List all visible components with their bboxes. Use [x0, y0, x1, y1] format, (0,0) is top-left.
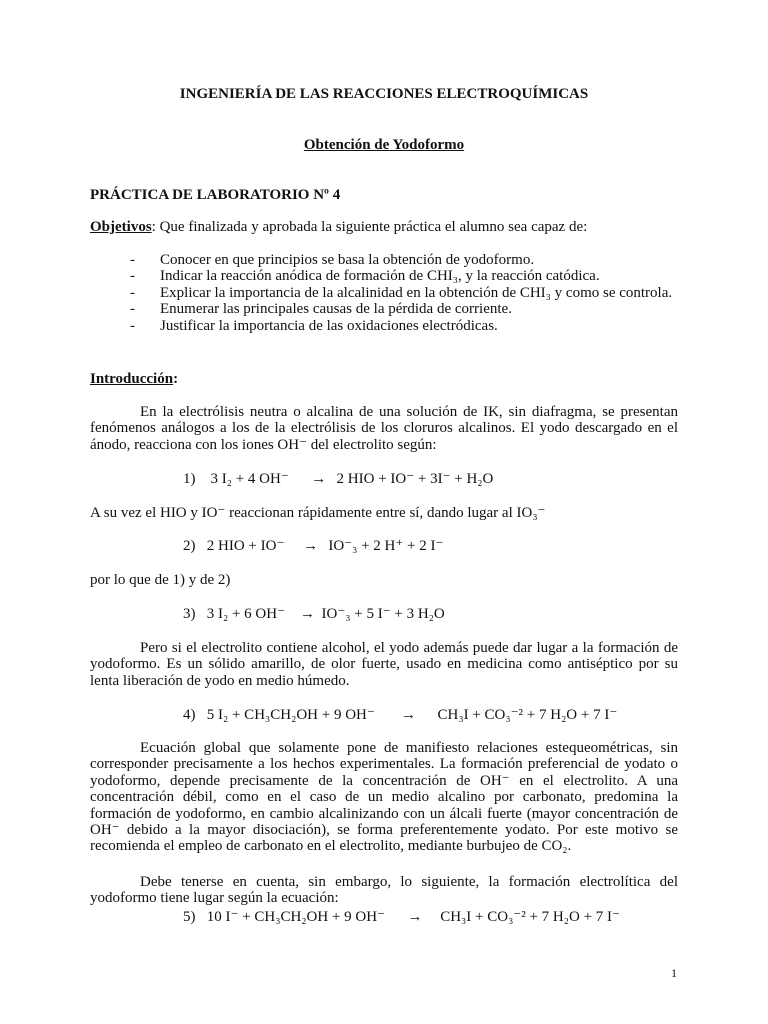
- right-arrow-icon: →: [407, 909, 423, 925]
- equation-4: [183, 707, 617, 723]
- list-item-text: Justificar la importancia de las oxidaciones electródicas.: [160, 317, 498, 334]
- introduction-colon: :: [173, 371, 179, 387]
- objectives-label: Objetivos: [90, 219, 152, 235]
- list-item: [130, 301, 678, 317]
- bullet-dash: -: [130, 301, 135, 318]
- list-item-text: Indicar la reacción anódica de formación de CHI₃, y la reacción catódica.: [160, 268, 600, 285]
- equation-right: CH₃I + CO₃⁻² + 7 H₂O + 7 I⁻: [440, 909, 620, 925]
- equation-2: [183, 538, 443, 554]
- introduction-heading: [90, 371, 178, 387]
- document-title: INGENIERÍA DE LAS REACCIONES ELECTROQUÍMICAS: [179, 86, 589, 102]
- equation-number: 1): [183, 471, 196, 487]
- equation-left: 10 I⁻ + CH₃CH₂OH + 9 OH⁻: [206, 909, 385, 925]
- equation-left: 2 HIO + IO⁻: [206, 538, 285, 554]
- bullet-dash: -: [130, 268, 135, 285]
- equation-left: 3 I₂ + 4 OH⁻: [210, 471, 289, 487]
- equation-right: IO⁻₃ + 2 H⁺ + 2 I⁻: [328, 538, 444, 554]
- intro-paragraph-4: Pero si el electrolito contiene alcohol, el yodo además puede dar lugar a la formación de yodoformo. Es un sólido amarillo, de olor fuerte, usado en medicina como antiséptico por su lenta liberación de yodo en medio húmedo.: [90, 640, 678, 689]
- equation-right: CH₃I + CO₃⁻² + 7 H₂O + 7 I⁻: [437, 707, 618, 723]
- bullet-dash: -: [130, 252, 135, 268]
- document-subtitle: Obtención de Yodoformo: [303, 137, 465, 153]
- right-arrow-icon: →: [401, 707, 417, 723]
- equation-right: 2 HIO + IO⁻ + 3I⁻ + H₂O: [336, 471, 494, 487]
- equation-left: 3 I₂ + 6 OH⁻: [206, 606, 286, 622]
- objectives-line: [90, 219, 587, 235]
- list-item: [130, 252, 678, 268]
- intro-paragraph-2: A su vez el HIO y IO⁻ reaccionan rápidamente entre sí, dando lugar al IO₃⁻: [90, 505, 546, 521]
- intro-paragraph-6: Debe tenerse en cuenta, sin embargo, lo siguiente, la formación electrolítica del yodoformo tiene lugar según la ecuación:: [90, 874, 678, 907]
- equation-1: [183, 471, 493, 487]
- intro-paragraph-3: por lo que de 1) y de 2): [90, 572, 231, 588]
- equation-number: 2): [183, 538, 196, 554]
- equation-left: 5 I₂ + CH₃CH₂OH + 9 OH⁻: [206, 707, 375, 723]
- objectives-intro: : Que finalizada y aprobada la siguiente práctica el alumno sea capaz de:: [151, 219, 588, 235]
- right-arrow-icon: →: [303, 538, 319, 554]
- list-item: [130, 268, 678, 284]
- equation-right: IO⁻₃ + 5 I⁻ + 3 H₂O: [321, 606, 445, 622]
- intro-paragraph-1: En la electrólisis neutra o alcalina de una solución de IK, sin diafragma, se presentan fenómenos análogos a los de la electrólisis de los cloruros alcalinos. El yodo descargado en el ánodo, reacciona con los iones OH⁻ del electrolito según:: [90, 404, 678, 453]
- bullet-dash: -: [130, 284, 135, 301]
- equation-number: 4): [183, 707, 196, 723]
- equation-3: [183, 606, 445, 622]
- equation-5: [183, 909, 620, 925]
- list-item: [130, 285, 678, 301]
- bullet-dash: -: [130, 317, 135, 334]
- list-item: [130, 318, 678, 334]
- list-item-text: Explicar la importancia de la alcalinidad en la obtención de CHI₃ y como se controla.: [160, 284, 673, 301]
- intro-paragraph-5: Ecuación global que solamente pone de manifiesto relaciones estequeométricas, sin corresponder precisamente a los hechos experimentales. La formación preferencial de yodato o yodoformo, depende precisamente de la concentración de OH⁻ en el electrolito. A una concentración débil, como en el caso de un medio alcalino por carbonato, predomina la formación de yodoformo, en cambio alcalinizando con un álcali fuerte (mayor concentración de OH⁻ debido a la mayor disociación), se forma preferentemente yodato. Por este motivo se recomienda el empleo de carbonato en el electrolito, mediante burbujeo de CO₂.: [90, 740, 678, 855]
- list-item-text: Enumerar las principales causas de la pérdida de corriente.: [160, 301, 512, 318]
- equation-number: 3): [183, 606, 196, 622]
- list-item-text: Conocer en que principios se basa la obtención de yodoformo.: [160, 252, 535, 268]
- introduction-label: Introducción: [90, 371, 174, 387]
- right-arrow-icon: →: [300, 606, 316, 622]
- page-number: 1: [671, 966, 677, 980]
- right-arrow-icon: →: [311, 471, 327, 487]
- practice-heading: PRÁCTICA DE LABORATORIO Nº 4: [90, 187, 341, 203]
- objectives-list: [130, 252, 678, 334]
- equation-number: 5): [183, 909, 196, 925]
